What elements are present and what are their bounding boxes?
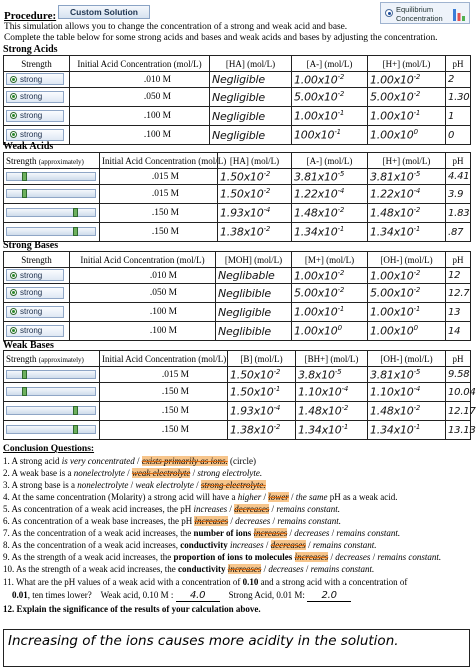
question-8: 8. As the concentration of a weak acid increases, conductivity increases / decreases / remains constant. <box>3 540 377 550</box>
strong-radio-button[interactable] <box>6 325 64 337</box>
concentration-cell[interactable]: Negligible <box>210 88 292 107</box>
question-4: 4. At the same concentration (Molarity) a strong acid will have a higher / lower / the same pH as a weak acid. <box>3 492 398 502</box>
strength-cell <box>4 268 70 284</box>
strength-cell <box>4 284 70 303</box>
strength-cell <box>4 107 70 126</box>
slider-thumb[interactable] <box>73 425 78 434</box>
concentration-cell[interactable]: $1.00x10^{-1}$ <box>368 107 446 126</box>
concentration-cell[interactable]: $1.00x10^0$ <box>292 322 368 341</box>
strength-label: strong <box>20 111 43 121</box>
strength-slider[interactable] <box>6 208 96 217</box>
initial-concentration: .100 M <box>70 107 210 126</box>
table-row <box>4 72 471 88</box>
table-row <box>4 88 471 107</box>
table-row <box>4 322 471 341</box>
radio-icon[interactable] <box>10 289 17 296</box>
col-header: [B] (mol/L) <box>228 351 296 367</box>
radio-icon[interactable] <box>385 9 393 17</box>
table-row <box>4 185 471 204</box>
strength-label: strong <box>20 92 43 102</box>
strength-label: strong <box>20 288 43 298</box>
table-row <box>4 383 471 402</box>
concentration-cell[interactable]: $1.00x10^0$ <box>368 322 446 341</box>
concentration-cell[interactable]: $1.48x10^{-2}$ <box>368 402 446 421</box>
col-header <box>4 153 100 169</box>
bar-graph-icon <box>453 7 465 21</box>
concentration-cell[interactable]: $1.34x10^{-1}$ <box>296 421 368 440</box>
concentration-cell[interactable]: $1.00x10^{-1}$ <box>292 303 368 322</box>
strong-radio-button[interactable] <box>6 129 64 141</box>
col-header: Initial Acid Concentration (mol/L) <box>100 351 228 367</box>
concentration-cell[interactable]: $1.50x10^{-1}$ <box>228 383 296 402</box>
concentration-cell[interactable]: Neglibible <box>216 284 292 303</box>
col-header: [A-] (mol/L) <box>292 153 368 169</box>
col-header: Strength <box>4 252 70 268</box>
slider-thumb[interactable] <box>22 370 27 379</box>
mode-label-line1: Equilibrium <box>396 5 434 14</box>
ph-cell[interactable]: 1.30 <box>446 88 471 107</box>
col-header: [OH-] (mol/L) <box>368 351 446 367</box>
initial-concentration: .150 M <box>100 402 228 421</box>
initial-concentration: .015 M <box>100 185 218 204</box>
strength-header: Strength <box>6 155 37 166</box>
concentration-cell[interactable]: $1.10x10^{-4}$ <box>296 383 368 402</box>
table-row <box>4 169 471 185</box>
radio-icon[interactable] <box>10 308 17 315</box>
strong-radio-button[interactable] <box>6 91 64 103</box>
concentration-cell[interactable]: $1.00x10^{-2}$ <box>292 268 368 284</box>
weak-acids-title: Weak Acids <box>3 141 54 152</box>
col-header: [BH+] (mol/L) <box>296 351 368 367</box>
col-header: [MOH] (mol/L) <box>216 252 292 268</box>
strength-slider[interactable] <box>6 387 96 396</box>
col-header: Strength <box>4 56 70 72</box>
table-row <box>4 126 471 145</box>
ph-cell[interactable]: 12 <box>446 268 471 284</box>
strength-label: strong <box>20 270 43 280</box>
ph-cell[interactable]: 14 <box>446 322 471 341</box>
strength-label: strong <box>20 307 43 317</box>
table-row <box>4 204 471 223</box>
strength-cell <box>4 185 100 204</box>
table-row <box>4 303 471 322</box>
ph-cell[interactable]: 9.58 <box>446 367 471 383</box>
answer-box[interactable] <box>3 629 470 667</box>
table-row <box>4 421 471 440</box>
col-header: [M+] (mol/L) <box>292 252 368 268</box>
concentration-cell[interactable]: $1.48x10^{-2}$ <box>368 204 446 223</box>
initial-concentration: .010 M <box>70 72 210 88</box>
strength-cell <box>4 204 100 223</box>
ph-cell[interactable]: 1.83 <box>446 204 471 223</box>
slider-thumb[interactable] <box>22 172 27 181</box>
slider-thumb[interactable] <box>73 208 78 217</box>
question-7: 7. As the concentration of a weak acid increases, the number of ions increases / decreases / remains constant. <box>3 528 401 538</box>
question-5: 5. As concentration of a weak acid increases, the pH increases / decreases / remains constant. <box>3 504 340 514</box>
strong-acid-ph-answer[interactable]: 2.0 <box>307 590 351 602</box>
col-header <box>4 351 100 367</box>
ph-cell[interactable]: 2 <box>446 72 471 88</box>
intro-line-1: This simulation allows you to change the concentration of a strong and weak acid and base. <box>4 22 348 32</box>
concentration-cell[interactable]: $3.8x10^{-5}$ <box>296 367 368 383</box>
weak-acid-ph-answer[interactable]: 4.0 <box>176 590 220 602</box>
initial-concentration: .015 M <box>100 367 228 383</box>
col-header: Initial Acid Concentration (mol/L) <box>100 153 218 169</box>
strong-radio-button[interactable] <box>6 269 64 281</box>
strong-radio-button[interactable] <box>6 73 64 85</box>
concentration-cell[interactable]: Negligible <box>210 126 292 145</box>
concentration-cell[interactable]: $1.38x10^{-2}$ <box>218 223 292 242</box>
strength-slider[interactable] <box>6 189 96 198</box>
ph-cell[interactable]: 12.7 <box>446 284 471 303</box>
table-row <box>4 107 471 126</box>
strength-cell <box>4 72 70 88</box>
concentration-cell[interactable]: $1.50x10^{-2}$ <box>218 185 292 204</box>
initial-concentration: .150 M <box>100 421 228 440</box>
concentration-cell[interactable]: $1.93x10^{-4}$ <box>218 204 292 223</box>
slider-thumb[interactable] <box>22 189 27 198</box>
concentration-cell[interactable]: Negligible <box>210 107 292 126</box>
strength-label: strong <box>20 326 43 336</box>
question-11: 11. What are the pH values of a weak acid with a concentration of 0.10 and a strong acid with a concentration of <box>3 577 408 587</box>
initial-concentration: .100 M <box>70 126 210 145</box>
col-header: pH <box>446 56 471 72</box>
strong-acids-title: Strong Acids <box>3 44 58 55</box>
question-6: 6. As concentration of a weak base increases, the pH increases / decreases / remains constant. <box>3 516 341 526</box>
strength-label: strong <box>20 74 43 84</box>
ph-cell[interactable]: 13.13 <box>446 421 471 440</box>
table-row <box>4 367 471 383</box>
initial-concentration: .050 M <box>70 88 210 107</box>
table-row <box>4 402 471 421</box>
question-11-answers: 0.01, ten times lower? Weak acid, 0.10 M : 4.0 Strong Acid, 0.01 M: 2.0 <box>12 590 351 602</box>
col-header: Initial Acid Concentration (mol/L) <box>70 252 216 268</box>
table-row <box>4 284 471 303</box>
initial-concentration: .100 M <box>70 322 216 341</box>
strength-header: Strength <box>6 353 37 364</box>
strong-radio-button[interactable] <box>6 110 64 122</box>
question-1: 1. A strong acid is very concentrated / exists primarily as ions. (circle) <box>3 456 257 466</box>
strength-slider[interactable] <box>6 370 96 379</box>
equilibrium-concentration-toggle[interactable] <box>380 2 470 24</box>
initial-concentration: .150 M <box>100 383 228 402</box>
concentration-cell[interactable]: $5.00x10^{-2}$ <box>368 284 446 303</box>
handwritten-answer: Increasing of the ions causes more acidity in the solution. <box>8 633 399 649</box>
strength-cell <box>4 367 100 383</box>
custom-solution-tab[interactable]: Custom Solution <box>58 5 150 19</box>
strength-cell <box>4 303 70 322</box>
slider-thumb[interactable] <box>73 227 78 236</box>
concentration-cell[interactable]: $1.34x10^{-1}$ <box>368 223 446 242</box>
col-header: [OH-] (mol/L) <box>368 252 446 268</box>
strength-label: strong <box>20 130 43 140</box>
concentration-cell[interactable]: Neglibable <box>216 268 292 284</box>
radio-icon[interactable] <box>10 272 17 279</box>
mode-label-line2: Concentration <box>396 14 443 23</box>
initial-concentration: .010 M <box>70 268 216 284</box>
strength-cell <box>4 169 100 185</box>
concentration-cell[interactable]: $1.22x10^{-4}$ <box>292 185 368 204</box>
concentration-cell[interactable]: $1.34x10^{-1}$ <box>368 421 446 440</box>
concentration-cell[interactable]: Negligible <box>210 72 292 88</box>
col-header: pH <box>446 351 471 367</box>
conclusion-questions-title: Conclusion Questions: <box>3 444 95 454</box>
radio-icon[interactable] <box>10 131 17 138</box>
weak-bases-title: Weak Bases <box>3 340 54 351</box>
slider-thumb[interactable] <box>22 387 27 396</box>
initial-concentration: .150 M <box>100 223 218 242</box>
strength-cell <box>4 322 70 341</box>
radio-icon[interactable] <box>10 112 17 119</box>
col-header: [A-] (mol/L) <box>292 56 368 72</box>
ph-cell[interactable]: 12.17 <box>446 402 471 421</box>
question-12: 12. Explain the significance of the results of your calculation above. <box>3 604 261 614</box>
concentration-cell[interactable]: $5.00x10^{-2}$ <box>292 88 368 107</box>
col-header: [H+] (mol/L) <box>368 153 446 169</box>
concentration-cell[interactable]: $1.00x10^{-2}$ <box>368 268 446 284</box>
concentration-cell[interactable]: $1.00x10^{-1}$ <box>368 303 446 322</box>
strength-cell <box>4 223 100 242</box>
concentration-cell[interactable]: $1.50x10^{-2}$ <box>228 367 296 383</box>
concentration-cell[interactable]: $1.00x10^{-1}$ <box>292 107 368 126</box>
col-header: Initial Acid Concentration (mol/L) <box>70 56 210 72</box>
strength-cell <box>4 88 70 107</box>
concentration-cell[interactable]: Negligible <box>216 303 292 322</box>
ph-cell[interactable]: 1 <box>446 107 471 126</box>
weak-acids-table <box>3 152 471 242</box>
concentration-cell[interactable]: $1.48x10^{-2}$ <box>292 204 368 223</box>
procedure-label: Procedure: <box>4 10 57 22</box>
concentration-cell[interactable]: $1.48x10^{-2}$ <box>296 402 368 421</box>
intro-line-2: Complete the table below for some strong acids and bases and weak acids and bases by adjusting the concentration. <box>4 33 438 43</box>
col-header: pH <box>446 252 471 268</box>
concentration-cell[interactable]: $1.00x10^{-2}$ <box>292 72 368 88</box>
concentration-cell[interactable]: $1.00x10^0$ <box>368 126 446 145</box>
initial-concentration: .050 M <box>70 284 216 303</box>
question-2: 2. A weak base is a nonelectrolyte / weak electrolyte / strong electrolyte. <box>3 468 263 478</box>
ph-cell[interactable]: .87 <box>446 223 471 242</box>
strength-cell <box>4 383 100 402</box>
initial-concentration: .015 M <box>100 169 218 185</box>
radio-icon[interactable] <box>10 76 17 83</box>
col-header: [HA] (mol/L) <box>210 56 292 72</box>
concentration-cell[interactable]: $3.81x10^{-5}$ <box>368 169 446 185</box>
slider-thumb[interactable] <box>73 406 78 415</box>
initial-concentration: .150 M <box>100 204 218 223</box>
strength-slider[interactable] <box>6 172 96 181</box>
concentration-cell[interactable]: $1.22x10^{-4}$ <box>368 185 446 204</box>
radio-icon[interactable] <box>10 327 17 334</box>
strength-slider[interactable] <box>6 406 96 415</box>
col-header: pH <box>446 153 471 169</box>
concentration-cell[interactable]: $1.93x10^{-4}$ <box>228 402 296 421</box>
radio-icon[interactable] <box>10 93 17 100</box>
question-10: 10. As the strength of a weak acid increases, the conductivity increases / decreases / remains constant. <box>3 564 375 574</box>
concentration-cell[interactable]: $1.38x10^{-2}$ <box>228 421 296 440</box>
ph-cell[interactable]: 13 <box>446 303 471 322</box>
concentration-cell[interactable]: $1.50x10^{-2}$ <box>218 169 292 185</box>
strong-radio-button[interactable] <box>6 306 64 318</box>
concentration-cell[interactable]: $1.00x10^{-2}$ <box>368 72 446 88</box>
approx-header: (approximately) <box>38 355 84 364</box>
strong-acids-table <box>3 55 471 145</box>
strong-bases-title: Strong Bases <box>3 240 59 251</box>
concentration-cell[interactable]: $1.34x10^{-1}$ <box>292 223 368 242</box>
col-header: [H+] (mol/L) <box>368 56 446 72</box>
concentration-cell[interactable]: $1.10x10^{-4}$ <box>368 383 446 402</box>
col-header: [HA] (mol/L) <box>218 153 292 169</box>
header <box>2 2 472 54</box>
concentration-cell[interactable]: $5.00x10^{-2}$ <box>292 284 368 303</box>
strength-cell <box>4 421 100 440</box>
concentration-cell[interactable]: $3.81x10^{-5}$ <box>368 367 446 383</box>
ph-cell[interactable]: 10.04 <box>446 383 471 402</box>
table-row <box>4 223 471 242</box>
approx-header: (approximately) <box>38 157 84 166</box>
ph-cell[interactable]: 4.41 <box>446 169 471 185</box>
strong-bases-table <box>3 251 471 341</box>
strong-radio-button[interactable] <box>6 287 64 299</box>
concentration-cell[interactable]: $5.00x10^{-2}$ <box>368 88 446 107</box>
initial-concentration: .100 M <box>70 303 216 322</box>
concentration-cell[interactable]: $100x10^{-1}$ <box>292 126 368 145</box>
strength-slider[interactable] <box>6 425 96 434</box>
question-9: 9. As the strength of a weak acid increases, the proportion of ions to molecules increases / decreases / remains constant. <box>3 552 442 562</box>
concentration-cell[interactable]: Neglibible <box>216 322 292 341</box>
weak-bases-table <box>3 350 476 440</box>
ph-cell[interactable]: 3.9 <box>446 185 471 204</box>
concentration-cell[interactable]: $3.81x10^{-5}$ <box>292 169 368 185</box>
table-row <box>4 268 471 284</box>
question-3: 3. A strong base is a nonelectrolyte / weak electrolyte / strong electrolyte. <box>3 480 266 490</box>
ph-cell[interactable]: 0 <box>446 126 471 145</box>
strength-slider[interactable] <box>6 227 96 236</box>
strength-cell <box>4 402 100 421</box>
